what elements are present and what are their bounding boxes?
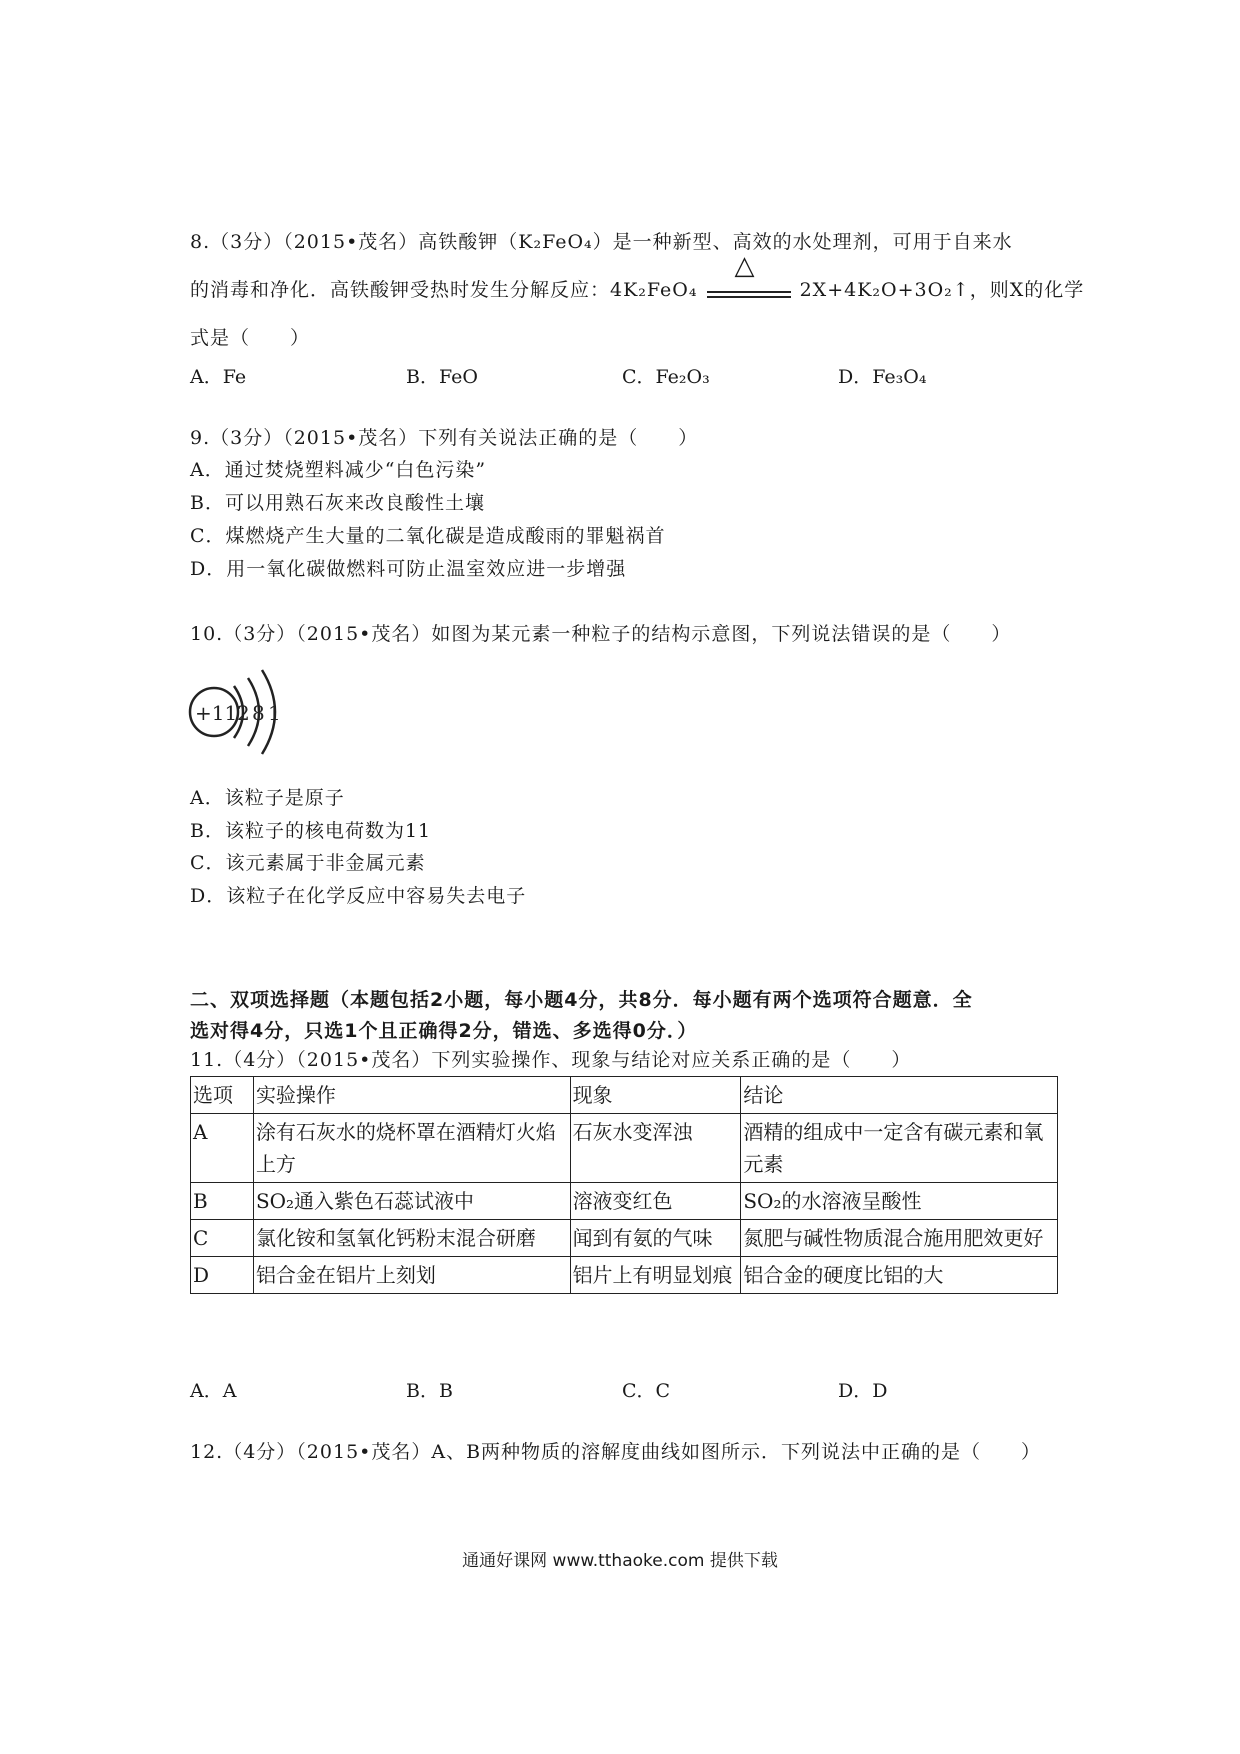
q8-stem-line3: 式是（ ） <box>190 327 311 349</box>
q8-stem-line1: 8.（3分）（2015•茂名）高铁酸钾（K₂FeO₄）是一种新型、高效的水处理剂，可用于自来水 <box>190 231 1013 253</box>
q8-option-c: C．Fe₂O₃ <box>622 366 710 388</box>
table-header-cell: 现象 <box>570 1077 741 1114</box>
q10-option-b: B．该粒子的核电荷数为11 <box>190 820 432 842</box>
q11-option-d: D．D <box>838 1380 888 1402</box>
table-cell: 石灰水变浑浊 <box>570 1114 741 1183</box>
q10-option-d: D．该粒子在化学反应中容易失去电子 <box>190 885 527 907</box>
table-header-cell: 选项 <box>191 1077 254 1114</box>
q9-option-c: C．煤燃烧产生大量的二氧化碳是造成酸雨的罪魁祸首 <box>190 525 666 547</box>
section2-heading-line2: 选对得4分，只选1个且正确得2分，错选、多选得0分．） <box>190 1020 698 1042</box>
q8-option-d: D．Fe₃O₄ <box>838 366 927 388</box>
q9-option-b: B．可以用熟石灰来改良酸性土壤 <box>190 492 485 514</box>
table-cell: B <box>191 1183 254 1220</box>
q8-stem-line2 <box>190 251 1085 302</box>
q9-option-a: A．通过焚烧塑料减少“白色污染” <box>190 459 487 481</box>
q11-option-b: B．B <box>406 1380 453 1402</box>
q8-equation-right: 2X+4K₂O+3O₂↑，则X的化学 <box>799 279 1085 301</box>
heating-condition-symbol: △ <box>734 251 756 281</box>
table-cell: A <box>191 1114 254 1183</box>
q9-option-d: D．用一氧化碳做燃料可防止温室效应进一步增强 <box>190 558 627 580</box>
shell-electrons-1: 2 <box>237 701 250 725</box>
table-cell: 氮肥与碱性物质混合施用肥效更好 <box>741 1220 1058 1257</box>
atom-structure-diagram-svg <box>186 664 306 760</box>
table-cell: 铝片上有明显划痕 <box>570 1257 741 1294</box>
table-row <box>191 1257 1058 1294</box>
q11-option-a: A．A <box>190 1380 237 1402</box>
q11-option-c: C．C <box>622 1380 671 1402</box>
table-header-row <box>191 1077 1058 1114</box>
table-header-cell: 实验操作 <box>253 1077 570 1114</box>
atom-structure-diagram <box>186 664 306 760</box>
table-cell: 铝合金在铝片上刻划 <box>253 1257 570 1294</box>
table-row <box>191 1114 1058 1183</box>
q8-option-a: A．Fe <box>190 366 247 388</box>
q12-stem: 12.（4分）（2015•茂名）A、B两种物质的溶解度曲线如图所示．下列说法中正确的是（ ） <box>190 1441 1042 1463</box>
q9-stem: 9.（3分）（2015•茂名）下列有关说法正确的是（ ） <box>190 427 699 449</box>
section2-heading-line1: 二、双项选择题（本题包括2小题，每小题4分，共8分．每小题有两个选项符合题意．全 <box>190 989 973 1011</box>
table-row <box>191 1220 1058 1257</box>
q10-option-a: A．该粒子是原子 <box>190 787 345 809</box>
table-header-cell: 结论 <box>741 1077 1058 1114</box>
q10-option-c: C．该元素属于非金属元素 <box>190 852 426 874</box>
table-cell: SO₂的水溶液呈酸性 <box>741 1183 1058 1220</box>
table-cell: D <box>191 1257 254 1294</box>
q8-equation-left: 的消毒和净化．高铁酸钾受热时发生分解反应：4K₂FeO₄ <box>190 279 698 301</box>
q8-reaction-arrow <box>705 251 793 302</box>
table-cell: 酒精的组成中一定含有碳元素和氧元素 <box>741 1114 1058 1183</box>
table-row <box>191 1183 1058 1220</box>
page-footer: 通通好课网 www.tthaoke.com 提供下载 <box>462 1551 778 1571</box>
shell-electrons-2: 8 <box>252 701 265 725</box>
table-cell: 氯化铵和氢氧化钙粉末混合研磨 <box>253 1220 570 1257</box>
table-cell: SO₂通入紫色石蕊试液中 <box>253 1183 570 1220</box>
shell-electrons-3: 1 <box>268 701 281 725</box>
table-cell: 铝合金的硬度比铝的大 <box>741 1257 1058 1294</box>
q11-experiment-table <box>190 1076 1058 1294</box>
table-cell: C <box>191 1220 254 1257</box>
q10-stem: 10.（3分）（2015•茂名）如图为某元素一种粒子的结构示意图，下列说法错误的是（ ） <box>190 623 1012 645</box>
equals-line <box>707 291 791 293</box>
q8-option-b: B．FeO <box>406 366 478 388</box>
equals-line <box>707 296 791 298</box>
table-cell: 溶液变红色 <box>570 1183 741 1220</box>
table-cell: 闻到有氨的气味 <box>570 1220 741 1257</box>
table-cell: 涂有石灰水的烧杯罩在酒精灯火焰上方 <box>253 1114 570 1183</box>
nucleus-charge: +11 <box>195 701 238 725</box>
q11-stem: 11.（4分）（2015•茂名）下列实验操作、现象与结论对应关系正确的是（ ） <box>190 1049 912 1071</box>
